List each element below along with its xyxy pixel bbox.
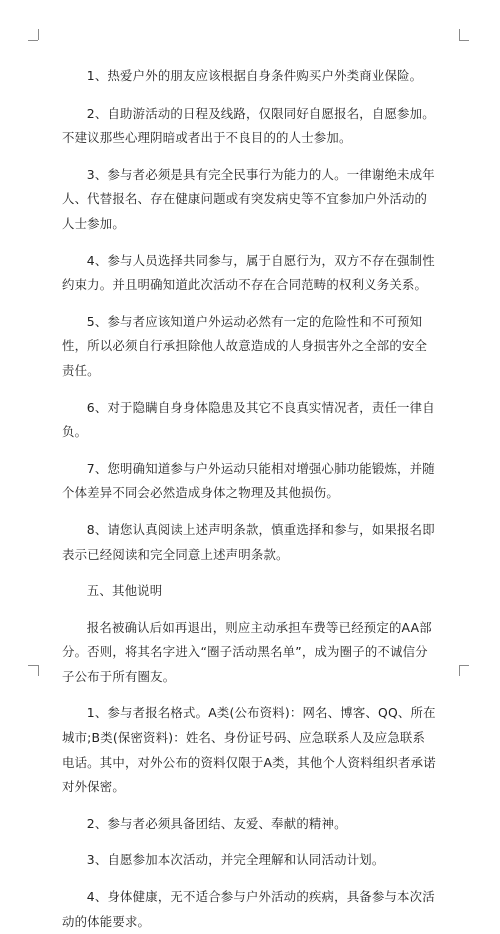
paragraph-voluntary: 3、自愿参加本次活动，并完全理解和认同活动计划。 [86,852,385,868]
paragraph-2: 2、自助游活动的日程及线路，仅限同好自愿报名，自愿参加。不建议那些心理阴暗或者出于不良目的的人士参加。 [62,105,435,146]
paragraph-7: 7、您明确知道参与户外运动只能相对增强心肺功能锻炼，并随个体差异不同会必然造成身体之物理及其他损伤。 [62,460,435,501]
section-heading-other-notes: 五、其他说明 [86,583,163,599]
paragraph-8: 8、请您认真阅读上述声明条款，慎重选择和参与，如果报名即表示已经阅读和完全同意上述声明条款。 [62,521,435,562]
document-body [62,64,436,934]
paragraph-3: 3、参与者必须是具有完全民事行为能力的人。一律谢绝未成年人、代替报名、存在健康问题或有突发病史等不宜参加户外活动的人士参加。 [62,166,435,231]
paragraph-5: 5、参与者应该知道户外运动必然有一定的危险性和不可预知性，所以必须自行承担除他人故意造成的人身损害外之全部的安全责任。 [62,313,428,378]
paragraph-6: 6、对于隐瞒自身身体隐患及其它不良真实情况者，责任一律自负。 [62,399,435,440]
paragraph-health: 4、身体健康，无不适合参与户外活动的疾病，具备参与本次活动的体能要求。 [62,889,435,929]
paragraph-withdrawal-rule: 报名被确认后如再退出，则应主动承担车费等已经预定的AA部分。否则，将其名字进入“圈子活动黑名单”，成为圈子的不诚信分子公布于所有圈友。 [62,619,432,684]
paragraph-spirit: 2、参与者必须具备团结、友爱、奉献的精神。 [86,815,347,831]
paragraph-1: 1、热爱户外的朋友应该根据自身条件购买户外类商业保险。 [86,68,423,83]
paragraph-4: 4、参与人员选择共同参与，属于自愿行为，双方不存在强制性约束力。并且明确知道此次活动不存在合同范畴的权利义务关系。 [62,252,435,293]
paragraph-registration-format: 1、参与者报名格式。A类(公布资料)：网名、博客、QQ、所在城市;B类(保密资料)：姓名、身份证号码、应急联系人及应急联系电话。其中，对外公布的资料仅限于A类，其他个人资料组织者承诺对外保密。 [62,705,436,795]
